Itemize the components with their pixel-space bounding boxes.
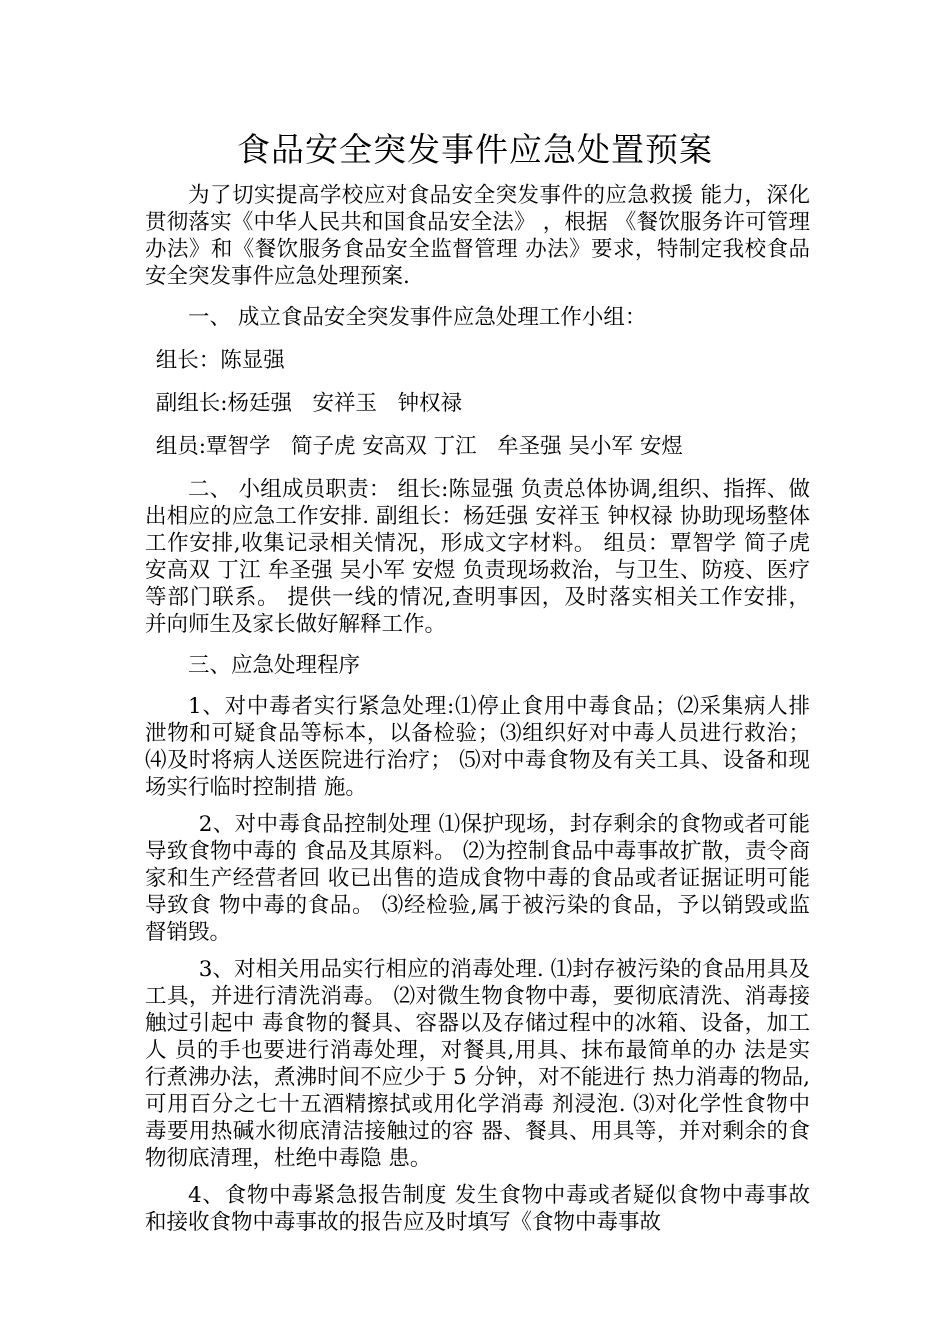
intro-paragraph: 为了切实提高学校应对食品安全突发事件的应急救援 能力，深化贯彻落实《中华人民共和国食品安全法》 ，根据 《餐饮服务许可管理办法》和《餐饮服务食品安全监督管理 办法》要求，特制定我校食品安全突发事件应急处理预案. xyxy=(145,183,810,289)
section-2-paragraph: 二、 小组成员职责： 组长:陈显强 负责总体协调,组织、指挥、做出相应的应急工作安排. 副组长：杨廷强 安祥玉 钟权禄 协助现场整体工作安排,收集记录相关情况，形成文字材料。 组员：覃智学 简子虎 安高双 丁江 牟圣强 吴小军 安煜 负责现场救治，与卫生、防疫、医疗等部门联系。 提供一线的情况,查明事因，及时落实相关工作安排， 并向师生及家长做好解释工作。 xyxy=(145,477,810,637)
document-body xyxy=(145,182,810,1236)
procedure-item-1: 1、对中毒者实行紧急处理:⑴停止食用中毒食品；⑵采集病人排泄物和可疑食品等标本，以备检验；⑶组织好对中毒人员进行救治； ⑷及时将病人送医院进行治疗； ⑸对中毒食物及有关工具、设备和现场实行临时控制措 施。 xyxy=(145,694,810,800)
procedure-item-4: 4、食物中毒紧急报告制度 发生食物中毒或者疑似食物中毒事故和接收食物中毒事故的报告应及时填写《食物中毒事故 xyxy=(145,1183,810,1235)
section-3-heading: 三、应急处理程序 xyxy=(188,653,361,678)
procedure-item-3: 3、对相关用品实行相应的消毒处理. ⑴封存被污染的食品用具及工具，并进行清洗消毒。 ⑵对微生物食物中毒，要彻底清洗、消毒接触过引起中 毒食物的餐具、容器以及存储过程中的冰箱、设备，加工人 员的手也要进行消毒处理，对餐具,用具、抹布最简单的办 法是实行煮沸办法，煮沸时间不应少于 5 分钟，对不能进行 热力消毒的物品,可用百分之七十五酒精擦拭或用化学消毒 剂浸泡. ⑶对化学性食物中毒要用热碱水彻底清洁接触过的容 器、餐具、用具等，并对剩余的食物彻底清理，杜绝中毒隐 患。 xyxy=(145,957,810,1171)
members-line: 组员:覃智学 简子虎 安高双 丁江 牟圣强 吴小军 安煜 xyxy=(155,434,683,459)
procedure-item-2: 2、对中毒食品控制处理 ⑴保护现场，封存剩余的食物或者可能导致食物中毒的 食品及其原料。 ⑵为控制食品中毒事故扩散，责令商家和生产经营者回 收已出售的造成食物中毒的食品或者证据证明可能导致食 物中毒的食品。 ⑶经检验,属于被污染的食品，予以销毁或监督销毁。 xyxy=(145,812,810,945)
leader-line: 组长：陈显强 xyxy=(155,348,285,373)
deputy-leaders-line: 副组长:杨廷强 安祥玉 钟权禄 xyxy=(155,391,463,416)
document-title: 食品安全突发事件应急处置预案 xyxy=(237,130,713,169)
section-1-heading: 一、 成立食品安全突发事件应急处理工作小组： xyxy=(188,305,647,330)
